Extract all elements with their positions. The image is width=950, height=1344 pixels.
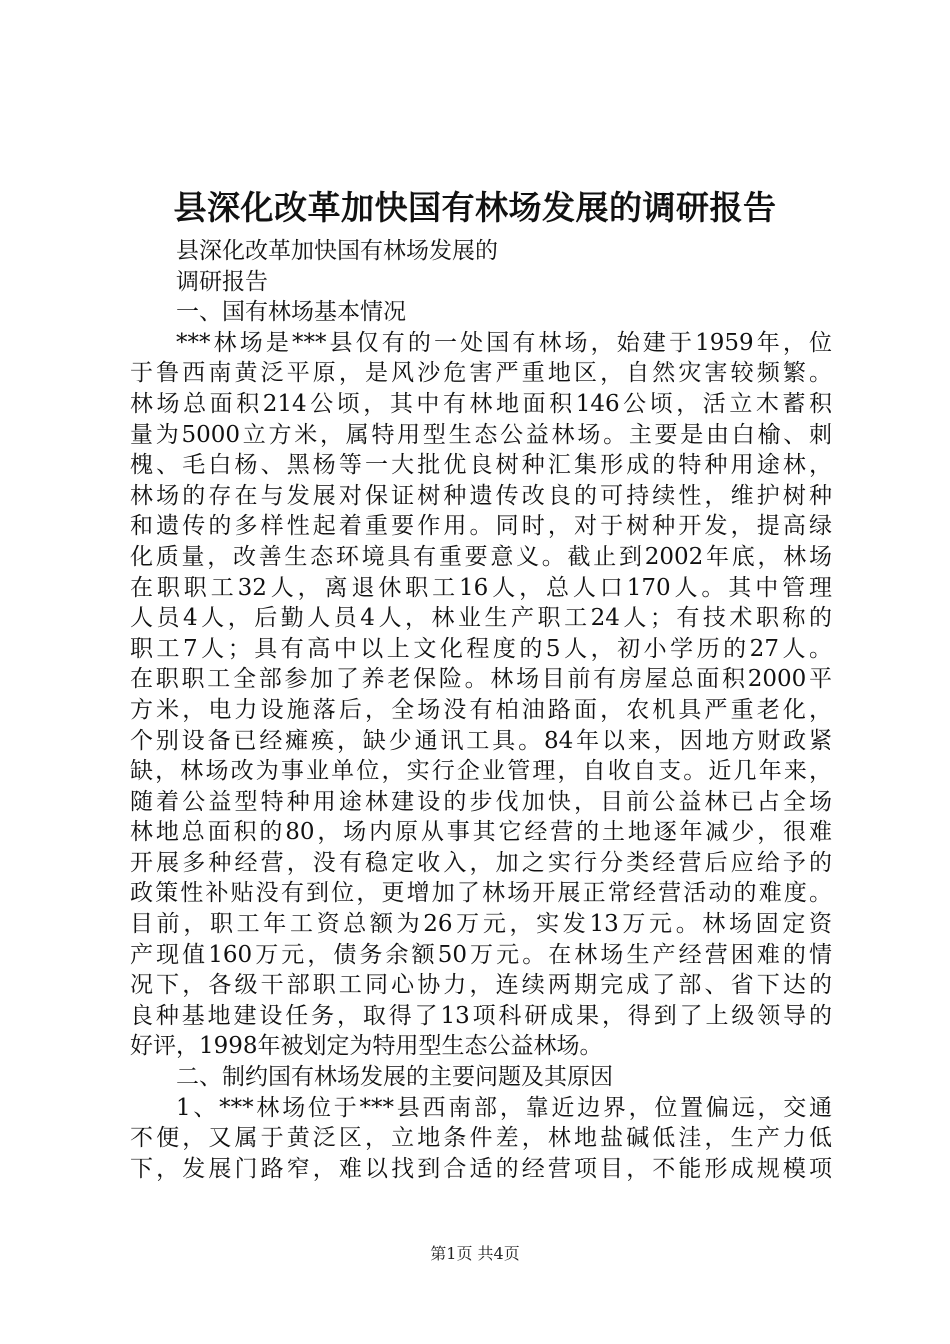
paragraph-line: 好评，1998年被划定为特用型生态公益林场。	[130, 1033, 603, 1060]
paragraph-line: 产现值160万元，债务余额50万元。在林场生产经营困难的情	[130, 941, 832, 968]
paragraph-line: 况下，各级干部职工同心协力，连续两期完成了部、省下达的	[130, 972, 832, 999]
paragraph-line: 目前，职工年工资总额为26万元，实发13万元。林场固定资	[130, 911, 832, 938]
subtitle-line-1: 县深化改革加快国有林场发展的	[176, 238, 498, 264]
paragraph-line: 随着公益型特种用途林建设的步伐加快，目前公益林已占全场	[130, 788, 832, 815]
paragraph-line: 良种基地建设任务，取得了13项科研成果，得到了上级领导的	[130, 1002, 832, 1029]
paragraph-line: 在职职工32人，离退休职工16人，总人口170人。其中管理	[130, 574, 832, 601]
page-number-footer: 第1页 共4页	[430, 1244, 520, 1263]
section-heading-1: 一、国有林场基本情况	[176, 299, 406, 326]
paragraph-line: 于鲁西南黄泛平原，是风沙危害严重地区，自然灾害较频繁。	[130, 360, 832, 387]
paragraph-line: 下，发展门路窄，难以找到合适的经营项目，不能形成规模项	[130, 1155, 832, 1182]
paragraph-line: ***林场是***县仅有的一处国有林场，始建于1959年，位	[176, 329, 832, 356]
paragraph-line: 量为5000立方米，属特用型生态公益林场。主要是由白榆、刺	[130, 421, 832, 448]
paragraph-line: 林场总面积214公顷，其中有林地面积146公顷，活立木蓄积	[130, 390, 832, 417]
paragraph-line: 1、***林场位于***县西南部，靠近边界，位置偏远，交通	[176, 1094, 832, 1121]
document-title: 县深化改革加快国有林场发展的调研报告	[173, 188, 777, 227]
paragraph-line: 在职职工全部参加了养老保险。林场目前有房屋总面积2000平	[130, 666, 832, 693]
paragraph-line: 开展多种经营，没有稳定收入，加之实行分类经营后应给予的	[130, 849, 832, 876]
paragraph-line: 林场的存在与发展对保证树种遗传改良的可持续性，维护树种	[130, 482, 832, 509]
paragraph-line: 政策性补贴没有到位，更增加了林场开展正常经营活动的难度。	[130, 880, 832, 907]
paragraph-line: 林地总面积的80，场内原从事其它经营的土地逐年减少，很难	[130, 819, 832, 846]
subtitle-line-2: 调研报告	[176, 268, 268, 295]
paragraph-line: 化质量，改善生态环境具有重要意义。截止到2002年底，林场	[130, 543, 832, 570]
paragraph-line: 方米，电力设施落后，全场没有柏油路面，农机具严重老化，	[130, 696, 832, 723]
paragraph-line: 和遗传的多样性起着重要作用。同时，对于树种开发，提高绿	[130, 513, 832, 540]
paragraph-line: 职工7人；具有高中以上文化程度的5人，初小学历的27人。	[130, 635, 832, 662]
paragraph-line: 缺，林场改为事业单位，实行企业管理，自收自支。近几年来，	[130, 758, 832, 785]
paragraph-line: 不便，又属于黄泛区，立地条件差，林地盐碱低洼，生产力低	[130, 1125, 832, 1152]
paragraph-line: 槐、毛白杨、黑杨等一大批优良树种汇集形成的特种用途林，	[130, 452, 832, 479]
paragraph-line: 个别设备已经瘫痪，缺少通讯工具。84年以来，因地方财政紧	[130, 727, 832, 754]
section-heading-2: 二、制约国有林场发展的主要问题及其原因	[176, 1064, 613, 1091]
paragraph-line: 人员4人，后勤人员4人，林业生产职工24人；有技术职称的	[130, 605, 832, 632]
document-body	[130, 236, 832, 1184]
